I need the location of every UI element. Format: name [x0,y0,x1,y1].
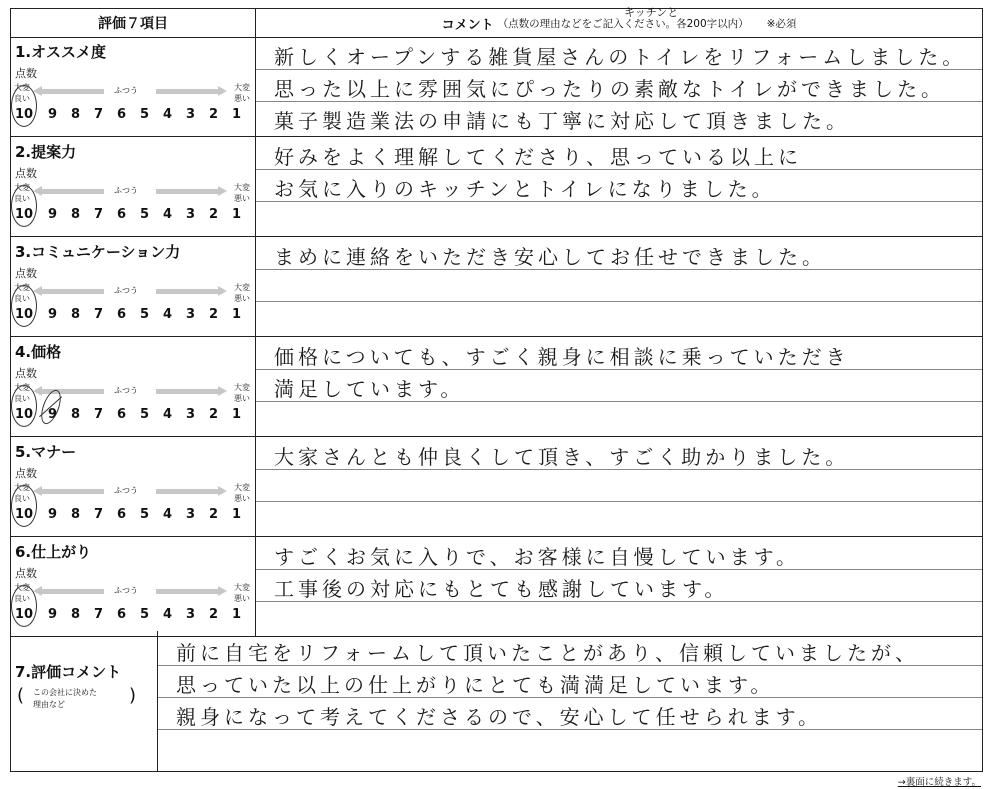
score-number[interactable]: 8 [71,207,81,222]
item-title: 5.マナー [15,443,77,461]
score-number[interactable]: 9 [48,607,58,622]
scale-left-label-2: 良い [14,394,30,403]
right-arrow-icon [156,189,218,194]
right-arrow-icon [156,489,218,494]
score-number[interactable]: 7 [94,607,104,622]
header-items-title: 評価７項目 [11,9,256,37]
scale-left-label-2: 良い [14,594,30,603]
scale-middle-label: ふつう [114,186,138,195]
right-arrow-icon [156,589,218,594]
score-number[interactable]: 10 [15,207,34,222]
score-number[interactable]: 3 [186,607,196,622]
rating-row [11,137,982,237]
right-arrow-icon [156,89,218,94]
scale-right-label: 大変 [234,483,250,492]
score-numbers [14,207,254,223]
scale-left-label: 大変 [14,283,30,292]
score-number[interactable]: 5 [140,407,150,422]
comment-cell[interactable] [256,537,982,636]
scale-middle-label: ふつう [114,286,138,295]
scale-left-label-2: 良い [14,494,30,503]
score-number[interactable]: 2 [209,407,219,422]
rule-line [256,301,982,302]
paren-open: ( [17,685,25,706]
scale-legend [14,182,250,204]
score-number[interactable]: 5 [140,607,150,622]
score-number[interactable]: 3 [186,207,196,222]
handwritten-line: すごくお気に入りで、お客様に自慢しています。 [274,545,800,569]
score-label: 点数 [15,367,37,380]
handwritten-line: 前に自宅をリフォームして頂いたことがあり、信頼していましたが、 [176,641,919,665]
scale-right-label-2: 悪い [234,94,250,103]
score-numbers [14,307,254,323]
comment-cell[interactable] [256,137,982,236]
comment-cell[interactable] [256,37,982,136]
score-number[interactable]: 4 [163,607,173,622]
rating-row [11,237,982,337]
score-number[interactable]: 2 [209,107,219,122]
score-number[interactable]: 2 [209,507,219,522]
scale-legend [14,482,250,504]
item-title: 1.オススメ度 [15,43,106,61]
handwritten-line: お気に入りのキッチンとトイレになりました。 [274,177,776,201]
evaluation-comment-cell[interactable] [158,631,982,771]
score-number[interactable]: 4 [163,307,173,322]
score-number[interactable]: 6 [117,607,127,622]
scale-left-label-2: 良い [14,94,30,103]
evaluation-label-cell [11,631,158,771]
rating-label-cell [11,437,256,536]
score-number[interactable]: 8 [71,507,81,522]
scale-right-label: 大変 [234,583,250,592]
scale-middle-label: ふつう [114,586,138,595]
score-number[interactable]: 5 [140,507,150,522]
handwritten-line: 工事後の対応にもとても感謝しています。 [274,577,729,601]
score-number[interactable]: 5 [140,207,150,222]
score-number[interactable]: 5 [140,107,150,122]
score-number[interactable]: 1 [232,107,242,122]
score-number[interactable]: 6 [117,207,127,222]
comment-cell[interactable] [256,337,982,436]
score-number[interactable]: 10 [15,507,34,522]
scale-left-label-2: 良い [14,194,30,203]
score-number[interactable]: 9 [48,507,58,522]
score-number[interactable]: 10 [15,307,34,322]
item-title: 6.仕上がり [15,543,92,561]
sheet-header [11,6,982,38]
handwritten-line: 菓子製造業法の申請にも丁寧に対応して頂きました。 [274,109,850,133]
evaluation-row [11,631,982,771]
rating-label-cell [11,237,256,336]
score-number[interactable]: 3 [186,407,196,422]
score-number[interactable]: 8 [71,407,81,422]
score-number[interactable]: 6 [117,307,127,322]
scale-left-label: 大変 [14,383,30,392]
score-number[interactable]: 4 [163,207,173,222]
scale-middle-label: ふつう [114,386,138,395]
scale-right-label: 大変 [234,83,250,92]
score-label: 点数 [15,67,37,80]
item-title: 2.提案力 [15,143,77,161]
score-number[interactable]: 10 [15,607,34,622]
scale-left-label: 大変 [14,83,30,92]
score-number[interactable]: 1 [232,407,242,422]
score-numbers [14,607,254,623]
score-number[interactable]: 2 [209,307,219,322]
handwritten-line: 満足しています。 [274,377,465,401]
score-number[interactable]: 10 [15,107,34,122]
scale-right-label: 大変 [234,383,250,392]
evaluation-sheet [10,8,983,772]
handwritten-line: 親身になって考えてくださるので、安心して任せられます。 [176,705,822,729]
score-numbers [14,507,254,523]
score-number[interactable]: 9 [48,107,58,122]
scale-legend [14,282,250,304]
score-circle-mark [11,585,37,627]
header-comment-title [256,9,982,37]
score-circle-mark [11,185,37,227]
score-number[interactable]: 2 [209,207,219,222]
comment-cell[interactable] [256,437,982,536]
scale-legend [14,582,250,604]
item-title: 4.価格 [15,343,62,361]
score-number[interactable]: 5 [140,307,150,322]
scale-right-label-2: 悪い [234,194,250,203]
score-number[interactable]: 8 [71,107,81,122]
score-number[interactable]: 1 [232,507,242,522]
rating-row [11,437,982,537]
score-number[interactable]: 9 [48,307,58,322]
score-number[interactable]: 8 [71,607,81,622]
score-number[interactable]: 4 [163,107,173,122]
scale-middle-label: ふつう [114,486,138,495]
score-numbers [14,407,254,423]
comment-instructions: （点数の理由などをご記入ください。各200字以内） [497,17,749,30]
score-number[interactable]: 7 [94,307,104,322]
score-number[interactable]: 10 [15,407,34,422]
required-mark: ※必須 [766,17,797,30]
score-number[interactable]: 2 [209,607,219,622]
score-number[interactable]: 3 [186,507,196,522]
comment-label: コメント [441,17,494,33]
scale-middle-label: ふつう [114,86,138,95]
score-label: 点数 [15,267,37,280]
scale-left-label: 大変 [14,583,30,592]
left-arrow-icon [42,589,104,594]
score-label: 点数 [15,567,37,580]
scale-legend [14,82,250,104]
score-number[interactable]: 1 [232,207,242,222]
score-number[interactable]: 6 [117,407,127,422]
rating-label-cell [11,337,256,436]
evaluation-title: 7.評価コメント [15,663,122,681]
scale-right-label-2: 悪い [234,394,250,403]
score-number[interactable]: 7 [94,207,104,222]
handwritten-line: 価格についても、すごく親身に相談に乗っていただき [274,345,850,369]
left-arrow-icon [42,489,104,494]
rating-label-cell [11,137,256,236]
score-numbers [14,107,254,123]
handwritten-line: 思っていた以上の仕上がりにとても満満足しています。 [176,673,775,697]
score-number[interactable]: 8 [71,307,81,322]
scale-left-label-2: 良い [14,294,30,303]
left-arrow-icon [42,189,104,194]
comment-cell[interactable] [256,237,982,336]
right-arrow-icon [156,389,218,394]
evaluation-note [33,687,97,711]
left-arrow-icon [42,289,104,294]
handwritten-line: 思った以上に雰囲気にぴったりの素敵なトイレができました。 [274,77,945,101]
scale-right-label-2: 悪い [234,494,250,503]
score-label: 点数 [15,167,37,180]
handwritten-line: まめに連絡をいただき安心してお任せできました。 [274,245,826,269]
handwritten-line: 新しくオープンする雑貨屋さんのトイレをリフォームしました。 [274,45,967,69]
margin-note: キッチンと [624,6,679,19]
item-title: 3.コミュニケーション力 [15,243,181,261]
handwritten-line: 好みをよく理解してくださり、思っている以上に [274,145,802,169]
continue-note: →裏面に続きます。 [897,777,981,788]
score-number[interactable]: 9 [48,207,58,222]
scale-left-label: 大変 [14,483,30,492]
scale-right-label-2: 悪い [234,594,250,603]
note-line-1: この会社に決めた [33,688,97,697]
score-circle-mark [11,485,37,527]
score-number[interactable]: 7 [94,107,104,122]
scale-right-label: 大変 [234,283,250,292]
score-number[interactable]: 4 [163,507,173,522]
score-number[interactable]: 7 [94,407,104,422]
score-circle-mark [11,85,37,127]
score-label: 点数 [15,467,37,480]
rating-label-cell [11,537,256,636]
rating-label-cell [11,37,256,136]
paren-close: ) [129,685,137,706]
note-line-2: 理由など [33,700,65,709]
score-number[interactable]: 3 [186,307,196,322]
rule-line [256,501,982,502]
score-number[interactable]: 6 [117,507,127,522]
score-number[interactable]: 6 [117,107,127,122]
score-circle-mark [11,385,37,427]
rating-row [11,537,982,637]
score-number[interactable]: 9 [48,407,58,422]
rating-row [11,37,982,137]
score-number[interactable]: 7 [94,507,104,522]
right-arrow-icon [156,289,218,294]
left-arrow-icon [42,89,104,94]
scale-left-label: 大変 [14,183,30,192]
score-circle-mark [11,285,37,327]
rating-row [11,337,982,437]
score-number[interactable]: 1 [232,307,242,322]
score-number[interactable]: 3 [186,107,196,122]
scale-right-label: 大変 [234,183,250,192]
score-number[interactable]: 1 [232,607,242,622]
scale-right-label-2: 悪い [234,294,250,303]
handwritten-line: 大家さんとも仲良くして頂き、すごく助かりました。 [274,445,850,469]
score-number[interactable]: 4 [163,407,173,422]
